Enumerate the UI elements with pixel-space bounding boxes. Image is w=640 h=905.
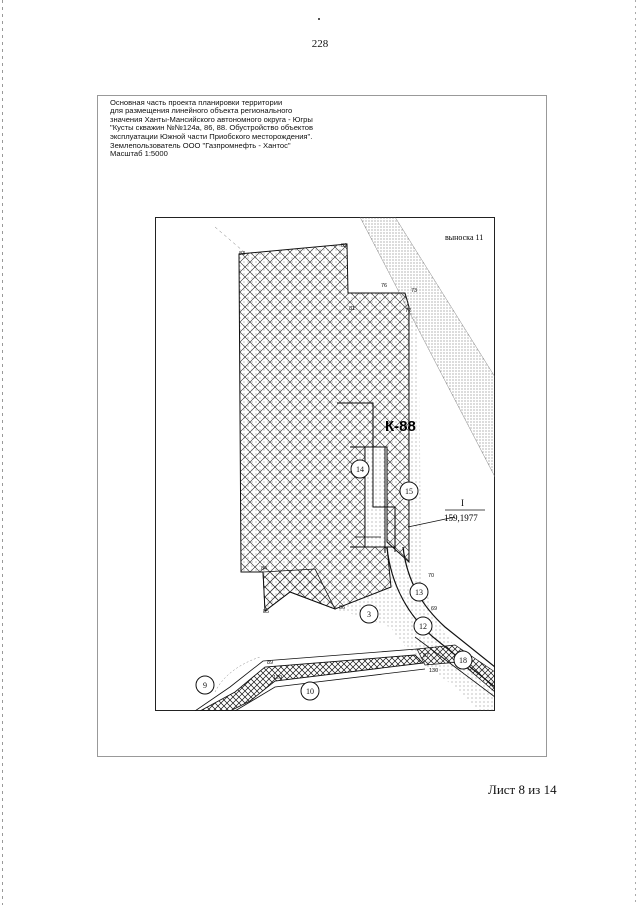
circle-marker (414, 617, 432, 635)
point-label: 81 (349, 306, 356, 312)
header-line: Основная часть проекта планировки территории (110, 98, 283, 107)
circle-marker (400, 482, 418, 500)
circle-marker-label: 3 (367, 610, 371, 619)
point-label: 89 (267, 660, 274, 666)
point-label: 73 (411, 288, 418, 294)
circle-marker (301, 682, 319, 700)
header-line: для размещения линейного объекта регионального (110, 106, 293, 116)
section-id: I (461, 498, 464, 508)
page-number: 228 (311, 38, 329, 50)
header-line: эксплуатации Южной части Приобского месторождения". (110, 131, 313, 141)
drawing-header (110, 99, 370, 159)
site-plan-map (155, 217, 495, 711)
circle-marker (360, 605, 378, 623)
circle-marker-label: 10 (306, 687, 314, 696)
point-label: 84 (261, 566, 268, 572)
point-label: 70 (428, 573, 435, 579)
circle-marker (351, 460, 369, 478)
header-line: "Кусты скважин №№124а, 86, 88. Обустройство объектов (110, 123, 313, 133)
point-label: 87 (423, 653, 430, 659)
callout-label: выноска 11 (445, 233, 484, 242)
point-label: 76 (381, 283, 388, 289)
scan-edge-right (635, 0, 636, 905)
point-label: 86 (339, 605, 346, 611)
point-label: 129 (273, 675, 283, 681)
sheet-label: Лист 8 из 14 (488, 782, 557, 797)
circle-marker (410, 583, 428, 601)
header-line: значения Ханты-Мансийского автономного округа - Югры (110, 114, 313, 124)
land-user: Землепользователь ООО "Газпромнефть - Хантос" (110, 141, 291, 151)
circle-marker (454, 651, 472, 669)
scan-edge-left (2, 0, 3, 905)
circle-marker-label: 18 (459, 656, 467, 665)
point-label: 85 (263, 609, 270, 615)
point-label: 82 (341, 243, 348, 249)
circle-marker-label: 12 (419, 622, 427, 631)
circle-marker-label: 13 (415, 588, 423, 597)
point-label: 83 (239, 251, 246, 257)
point-label: 69 (431, 606, 438, 612)
pad-crosshatch (239, 244, 412, 611)
circle-marker-label: 15 (405, 487, 413, 496)
point-label: 130 (429, 668, 439, 674)
circle-marker-label: 14 (356, 465, 364, 474)
circle-marker-label: 9 (203, 681, 207, 690)
section-value: 159,1977 (444, 513, 478, 523)
scale: Масштаб 1:5000 (110, 149, 168, 159)
object-label: К-88 (385, 418, 416, 435)
circle-marker (196, 676, 214, 694)
scan-dot (318, 18, 320, 20)
point-label: 72 (405, 308, 412, 314)
